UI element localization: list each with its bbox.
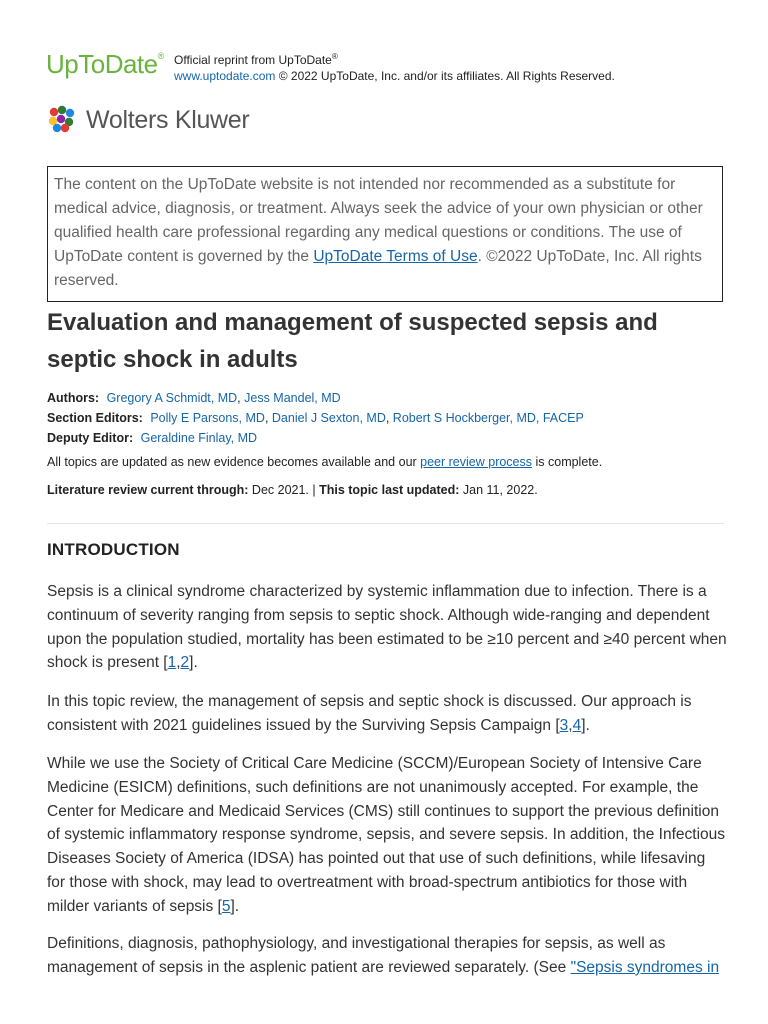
topic-title: Evaluation and management of suspected sepsis and septic shock in adults (47, 309, 658, 373)
deputy-editor-row (47, 428, 727, 448)
uptodate-logo[interactable] (46, 49, 164, 80)
editor-link[interactable]: Polly E Parsons, MD (150, 411, 265, 425)
paragraph (47, 580, 727, 675)
disclaimer-copyright: . ©2022 UpToDate, Inc. All rights reserved. (54, 248, 702, 289)
section-editors-row (47, 408, 727, 428)
separator: , (385, 411, 393, 425)
review-dates (47, 481, 727, 499)
uptodate-logo-text: UpToDate (46, 49, 158, 79)
ref-separator: , (176, 654, 181, 672)
update-note-text: All topics are updated as new evidence becomes available and our (47, 455, 421, 469)
section-editors-label: Section Editors: (47, 411, 143, 425)
author-link[interactable]: Jess Mandel, MD (244, 391, 341, 405)
wolters-kluwer-mark-icon (46, 104, 78, 134)
author-link[interactable]: Gregory A Schmidt, MD (106, 391, 238, 405)
divider (47, 523, 724, 524)
authors-row (47, 388, 727, 408)
reprint-header (46, 46, 726, 86)
update-note-end: is complete. (532, 455, 603, 469)
uptodate-site-link[interactable]: www.uptodate.com (174, 69, 276, 83)
authors-label: Authors: (47, 391, 100, 405)
wolters-kluwer-name: Wolters Kluwer (86, 106, 250, 134)
paragraph-text: Definitions, diagnosis, pathophysiology, and investigational therapies for sepsis, as well as management of sepsis in the asplenic patient are reviewed separately. (See (47, 935, 666, 976)
paragraph (47, 752, 727, 919)
editor-link[interactable]: Daniel J Sexton, MD (271, 411, 386, 425)
separator: , (237, 391, 245, 405)
last-updated-label: This topic last updated: (319, 483, 460, 497)
last-updated-date: Jan 11, 2022. (459, 483, 538, 497)
reprint-notice (174, 49, 615, 84)
reference-link[interactable]: 4 (572, 716, 582, 734)
disclaimer-box (47, 166, 723, 302)
update-note (47, 453, 727, 471)
paragraph (47, 932, 727, 980)
deputy-editor-label: Deputy Editor: (47, 431, 134, 445)
contributors (47, 388, 727, 448)
separator: , (264, 411, 272, 425)
paragraph (47, 690, 727, 738)
paragraph-text: Sepsis is a clinical syndrome characterized by systemic inflammation due to infection. There is a continuum of severity ranging from sepsis to septic shock. Although wide-ranging and dependent upon the population studied, mortality has been estimated to be ≥10 percent and ≥40 percent when shock is present [ (47, 583, 727, 672)
disclaimer-text: The content on the UpToDate website is not intended nor recommended as a substitute for medical advice, diagnosis, or treatment. Always seek the advice of your own physician or other qualified health care professional regarding any medical questions or conditions. The use of UpToDate content is governed by the (54, 176, 703, 265)
terms-of-use-link[interactable]: UpToDate Terms of Use (313, 248, 478, 265)
paragraph-text: In this topic review, the management of sepsis and septic shock is discussed. Our approach is consistent with 2021 guidelines issued by the Surviving Sepsis Campaign [ (47, 693, 692, 734)
copyright-text: © 2022 UpToDate, Inc. and/or its affiliates. All Rights Reserved. (275, 69, 615, 83)
paragraph-text: While we use the Society of Critical Care Medicine (SCCM)/European Society of Intensive Care Medicine (ESICM) definitions, such definitions are not unanimously accepted. For example, the Center for Medicare and Medicaid Services (CMS) still continues to support the previous definition of systemic inflammatory response syndrome, sepsis, and severe sepsis. In addition, the Infectious Diseases Society of America (IDSA) has pointed out that use of such definitions, while lifesaving for those with shock, may lead to overtreatment with broad-spectrum antibiotics for those with milder variants of sepsis [ (47, 755, 726, 915)
reprint-line: Official reprint from UpToDate (174, 53, 332, 67)
reference-link[interactable]: 5 (221, 897, 231, 915)
reprint-registered-mark: ® (331, 52, 338, 61)
peer-review-link[interactable]: peer review process (420, 455, 533, 469)
paragraph-end: ]. (581, 716, 590, 734)
sepsis-syndromes-link[interactable]: "Sepsis syndromes in (570, 958, 720, 976)
reference-link[interactable]: 2 (180, 654, 190, 672)
ref-separator: , (568, 716, 573, 734)
deputy-editor-link[interactable]: Geraldine Finlay, MD (140, 431, 258, 445)
section-heading-introduction: INTRODUCTION (47, 540, 180, 559)
editor-link[interactable]: Robert S Hockberger, MD, FACEP (392, 411, 584, 425)
registered-mark: ® (157, 51, 164, 61)
literature-review-label: Literature review current through: (47, 483, 249, 497)
paragraph-end: ]. (189, 654, 198, 672)
reference-link[interactable]: 3 (559, 716, 569, 734)
literature-review-date: Dec 2021. | (248, 483, 320, 497)
paragraph-end: ]. (230, 897, 240, 915)
reference-link[interactable]: 1 (167, 654, 177, 672)
